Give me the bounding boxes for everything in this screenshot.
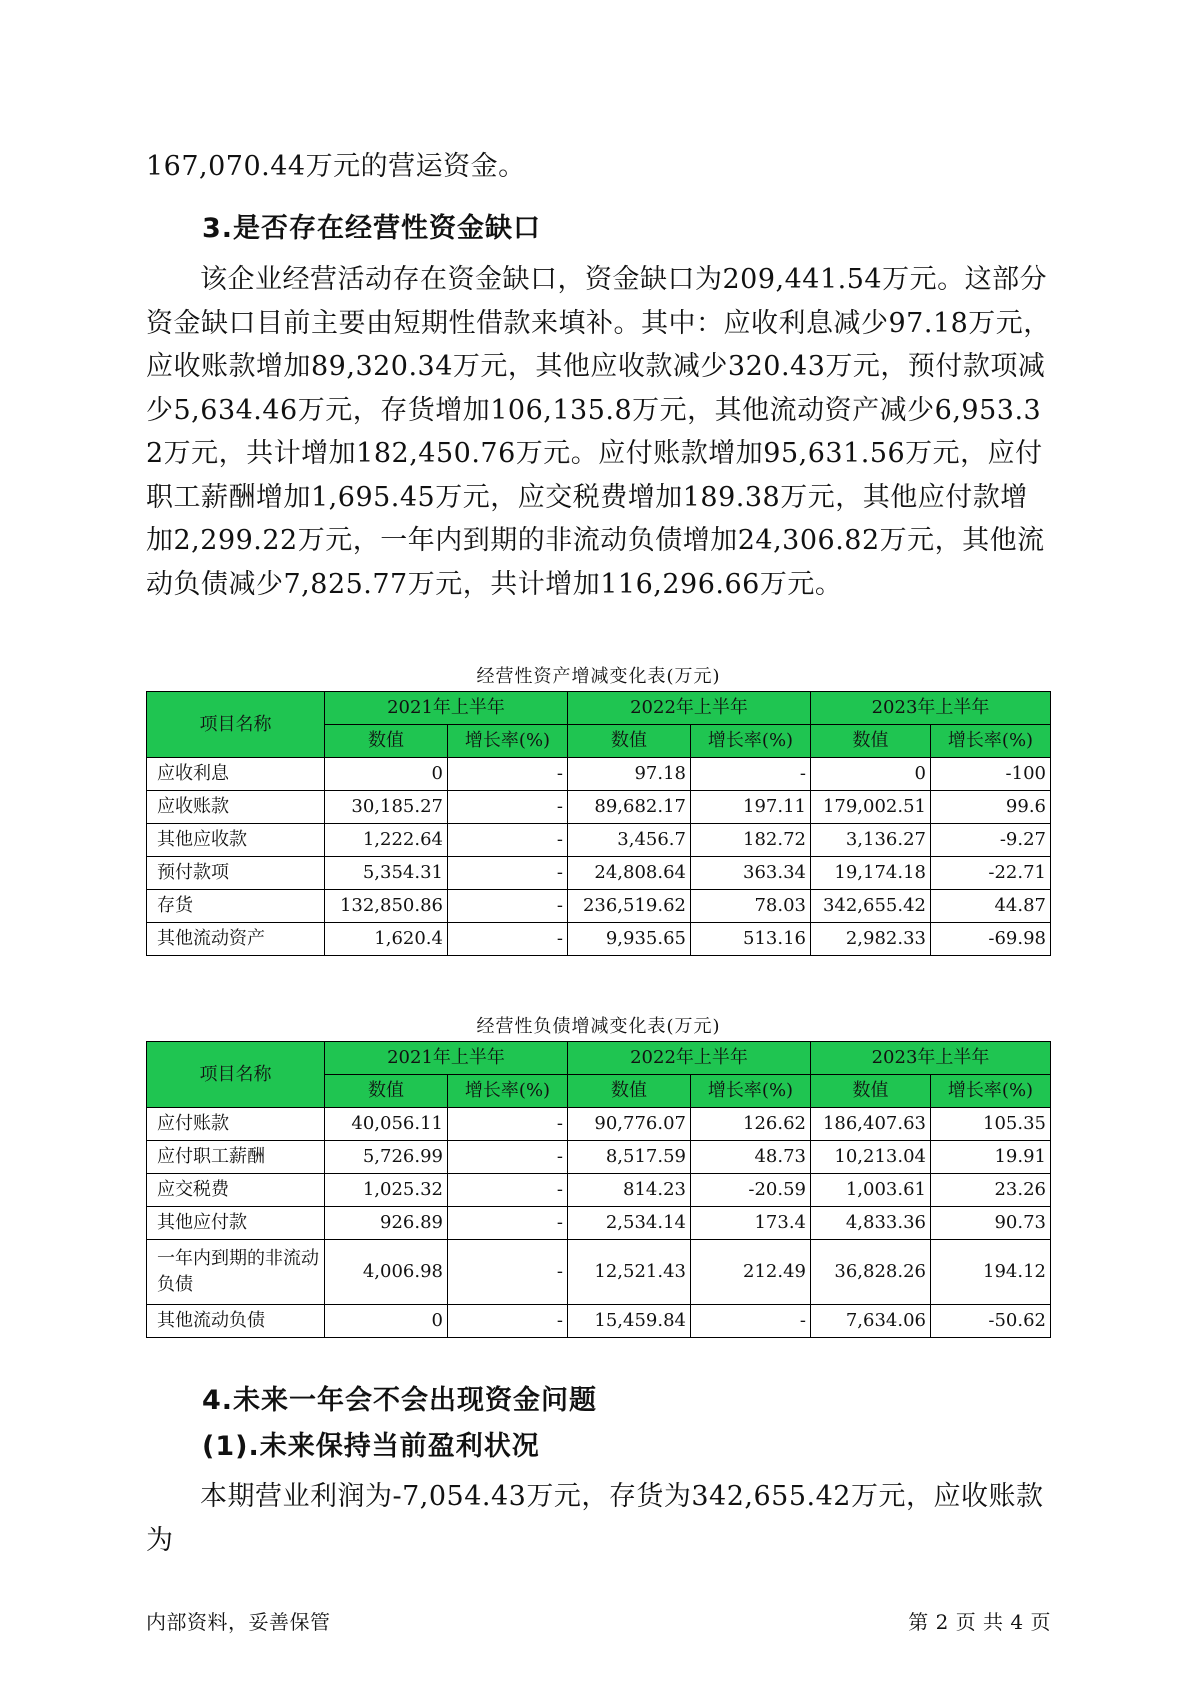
growth-rate-cell: 44.87 — [931, 890, 1051, 923]
value-cell: 4,006.98 — [325, 1240, 448, 1305]
item-name-header: 项目名称 — [147, 692, 325, 758]
item-name-header: 项目名称 — [147, 1042, 325, 1108]
value-cell: 3,136.27 — [811, 824, 931, 857]
value-cell: 30,185.27 — [325, 791, 448, 824]
growth-rate-cell: -20.59 — [691, 1174, 811, 1207]
growth-header: 增长率(%) — [448, 725, 568, 758]
row-item-name: 其他应付款 — [147, 1207, 325, 1240]
growth-rate-cell: 48.73 — [691, 1141, 811, 1174]
value-cell: 15,459.84 — [568, 1305, 691, 1338]
growth-rate-cell: -50.62 — [931, 1305, 1051, 1338]
growth-rate-cell: 105.35 — [931, 1108, 1051, 1141]
section3-paragraph — [146, 258, 1051, 606]
value-cell: 12,521.43 — [568, 1240, 691, 1305]
row-item-name: 应交税费 — [147, 1174, 325, 1207]
growth-rate-cell: - — [448, 1207, 568, 1240]
row-item-name: 一年内到期的非流动负债 — [147, 1240, 325, 1305]
liability-table-body — [147, 1108, 1051, 1338]
value-cell: 1,222.64 — [325, 824, 448, 857]
section4-paragraph — [146, 1475, 1051, 1562]
growth-rate-cell: 99.6 — [931, 791, 1051, 824]
value-cell: 90,776.07 — [568, 1108, 691, 1141]
table-row — [147, 824, 1051, 857]
growth-header: 增长率(%) — [931, 1075, 1051, 1108]
row-item-name: 应收利息 — [147, 758, 325, 791]
growth-rate-cell: - — [448, 923, 568, 956]
value-header: 数值 — [568, 1075, 691, 1108]
growth-rate-cell: - — [448, 1108, 568, 1141]
growth-rate-cell: - — [448, 1141, 568, 1174]
period-header: 2022年上半年 — [568, 692, 811, 725]
section4-subheading: (1).未来保持当前盈利状况 — [202, 1431, 540, 1462]
row-item-name: 其他流动负债 — [147, 1305, 325, 1338]
value-cell: 5,726.99 — [325, 1141, 448, 1174]
value-cell: 236,519.62 — [568, 890, 691, 923]
value-cell: 0 — [811, 758, 931, 791]
value-cell: 2,534.14 — [568, 1207, 691, 1240]
period-header: 2023年上半年 — [811, 1042, 1051, 1075]
table-row — [147, 1174, 1051, 1207]
value-cell: 9,935.65 — [568, 923, 691, 956]
liability-table — [146, 1041, 1051, 1338]
growth-header: 增长率(%) — [691, 725, 811, 758]
value-header: 数值 — [325, 725, 448, 758]
liability-table-caption: 经营性负债增减变化表(万元) — [476, 1016, 721, 1037]
section4-paragraph-text: 本期营业利润为-7,054.43万元，存货为342,655.42万元，应收账款为 — [146, 1481, 1044, 1556]
footer-page-number: 第 2 页 共 4 页 — [908, 1610, 1051, 1634]
value-cell: 179,002.51 — [811, 791, 931, 824]
row-item-name: 其他流动资产 — [147, 923, 325, 956]
asset-table — [146, 691, 1051, 956]
table-row — [147, 1141, 1051, 1174]
growth-rate-cell: - — [448, 1174, 568, 1207]
value-cell: 186,407.63 — [811, 1108, 931, 1141]
section3-heading: 3.是否存在经营性资金缺口 — [202, 213, 542, 244]
section3-paragraph-text: 该企业经营活动存在资金缺口，资金缺口为209,441.54万元。这部分资金缺口目前主要由短期性借款来填补。其中：应收利息减少97.18万元，应收账款增加89,320.34万元，其他应收款减少320.43万元，预付款项减少5,634.46万元，存货增加106,135.8万元，其他流动资产减少6,953.32万元，共计增加182,450.76万元。应付账款增加95,631.56万元，应付职工薪酬增加1,695.45万元，应交税费增加189.38万元，其他应付款增加2,299.22万元，一年内到期的非流动负债增加24,306.82万元，其他流动负债减少7,825.77万元，共计增加116,296.66万元。 — [146, 264, 1051, 600]
value-cell: 814.23 — [568, 1174, 691, 1207]
footer-confidential-note: 内部资料，妥善保管 — [146, 1610, 331, 1634]
value-cell: 19,174.18 — [811, 857, 931, 890]
row-item-name: 应付职工薪酬 — [147, 1141, 325, 1174]
growth-rate-cell: -100 — [931, 758, 1051, 791]
row-item-name: 应收账款 — [147, 791, 325, 824]
intro-line: 167,070.44万元的营运资金。 — [146, 151, 526, 182]
growth-rate-cell: 126.62 — [691, 1108, 811, 1141]
table-row — [147, 890, 1051, 923]
table-row — [147, 923, 1051, 956]
growth-rate-cell: 197.11 — [691, 791, 811, 824]
value-cell: 1,025.32 — [325, 1174, 448, 1207]
growth-rate-cell: - — [448, 758, 568, 791]
value-cell: 1,620.4 — [325, 923, 448, 956]
value-cell: 2,982.33 — [811, 923, 931, 956]
growth-rate-cell: -9.27 — [931, 824, 1051, 857]
growth-rate-cell: -69.98 — [931, 923, 1051, 956]
growth-header: 增长率(%) — [931, 725, 1051, 758]
growth-rate-cell: - — [448, 857, 568, 890]
row-item-name: 其他应收款 — [147, 824, 325, 857]
value-cell: 5,354.31 — [325, 857, 448, 890]
growth-rate-cell: - — [448, 1305, 568, 1338]
table-row — [147, 857, 1051, 890]
value-cell: 89,682.17 — [568, 791, 691, 824]
growth-rate-cell: - — [448, 791, 568, 824]
table-row — [147, 1207, 1051, 1240]
section4-heading: 4.未来一年会不会出现资金问题 — [202, 1385, 598, 1416]
growth-rate-cell: - — [448, 824, 568, 857]
value-header: 数值 — [811, 1075, 931, 1108]
table-row — [147, 758, 1051, 791]
value-cell: 10,213.04 — [811, 1141, 931, 1174]
row-item-name: 应付账款 — [147, 1108, 325, 1141]
period-header: 2023年上半年 — [811, 692, 1051, 725]
value-cell: 36,828.26 — [811, 1240, 931, 1305]
value-cell: 8,517.59 — [568, 1141, 691, 1174]
growth-rate-cell: 212.49 — [691, 1240, 811, 1305]
growth-rate-cell: -22.71 — [931, 857, 1051, 890]
growth-rate-cell: 173.4 — [691, 1207, 811, 1240]
row-item-name: 存货 — [147, 890, 325, 923]
table-row — [147, 1305, 1051, 1338]
growth-rate-cell: - — [448, 890, 568, 923]
row-item-name: 预付款项 — [147, 857, 325, 890]
value-header: 数值 — [568, 725, 691, 758]
value-cell: 40,056.11 — [325, 1108, 448, 1141]
growth-rate-cell: 363.34 — [691, 857, 811, 890]
value-cell: 342,655.42 — [811, 890, 931, 923]
value-cell: 0 — [325, 1305, 448, 1338]
growth-rate-cell: - — [691, 1305, 811, 1338]
value-cell: 3,456.7 — [568, 824, 691, 857]
value-cell: 926.89 — [325, 1207, 448, 1240]
growth-rate-cell: - — [448, 1240, 568, 1305]
growth-rate-cell: 90.73 — [931, 1207, 1051, 1240]
value-header: 数值 — [811, 725, 931, 758]
growth-header: 增长率(%) — [691, 1075, 811, 1108]
value-cell: 132,850.86 — [325, 890, 448, 923]
value-cell: 1,003.61 — [811, 1174, 931, 1207]
growth-rate-cell: 23.26 — [931, 1174, 1051, 1207]
value-cell: 7,634.06 — [811, 1305, 931, 1338]
asset-table-body — [147, 758, 1051, 956]
period-header: 2022年上半年 — [568, 1042, 811, 1075]
growth-rate-cell: 182.72 — [691, 824, 811, 857]
growth-rate-cell: 19.91 — [931, 1141, 1051, 1174]
growth-rate-cell: 78.03 — [691, 890, 811, 923]
value-cell: 0 — [325, 758, 448, 791]
growth-rate-cell: 194.12 — [931, 1240, 1051, 1305]
table-row — [147, 1240, 1051, 1305]
table-row — [147, 1108, 1051, 1141]
growth-rate-cell: 513.16 — [691, 923, 811, 956]
value-cell: 4,833.36 — [811, 1207, 931, 1240]
period-header: 2021年上半年 — [325, 692, 568, 725]
value-cell: 97.18 — [568, 758, 691, 791]
value-header: 数值 — [325, 1075, 448, 1108]
period-header: 2021年上半年 — [325, 1042, 568, 1075]
growth-header: 增长率(%) — [448, 1075, 568, 1108]
asset-table-caption: 经营性资产增减变化表(万元) — [476, 666, 721, 687]
table-row — [147, 791, 1051, 824]
value-cell: 24,808.64 — [568, 857, 691, 890]
growth-rate-cell: - — [691, 758, 811, 791]
